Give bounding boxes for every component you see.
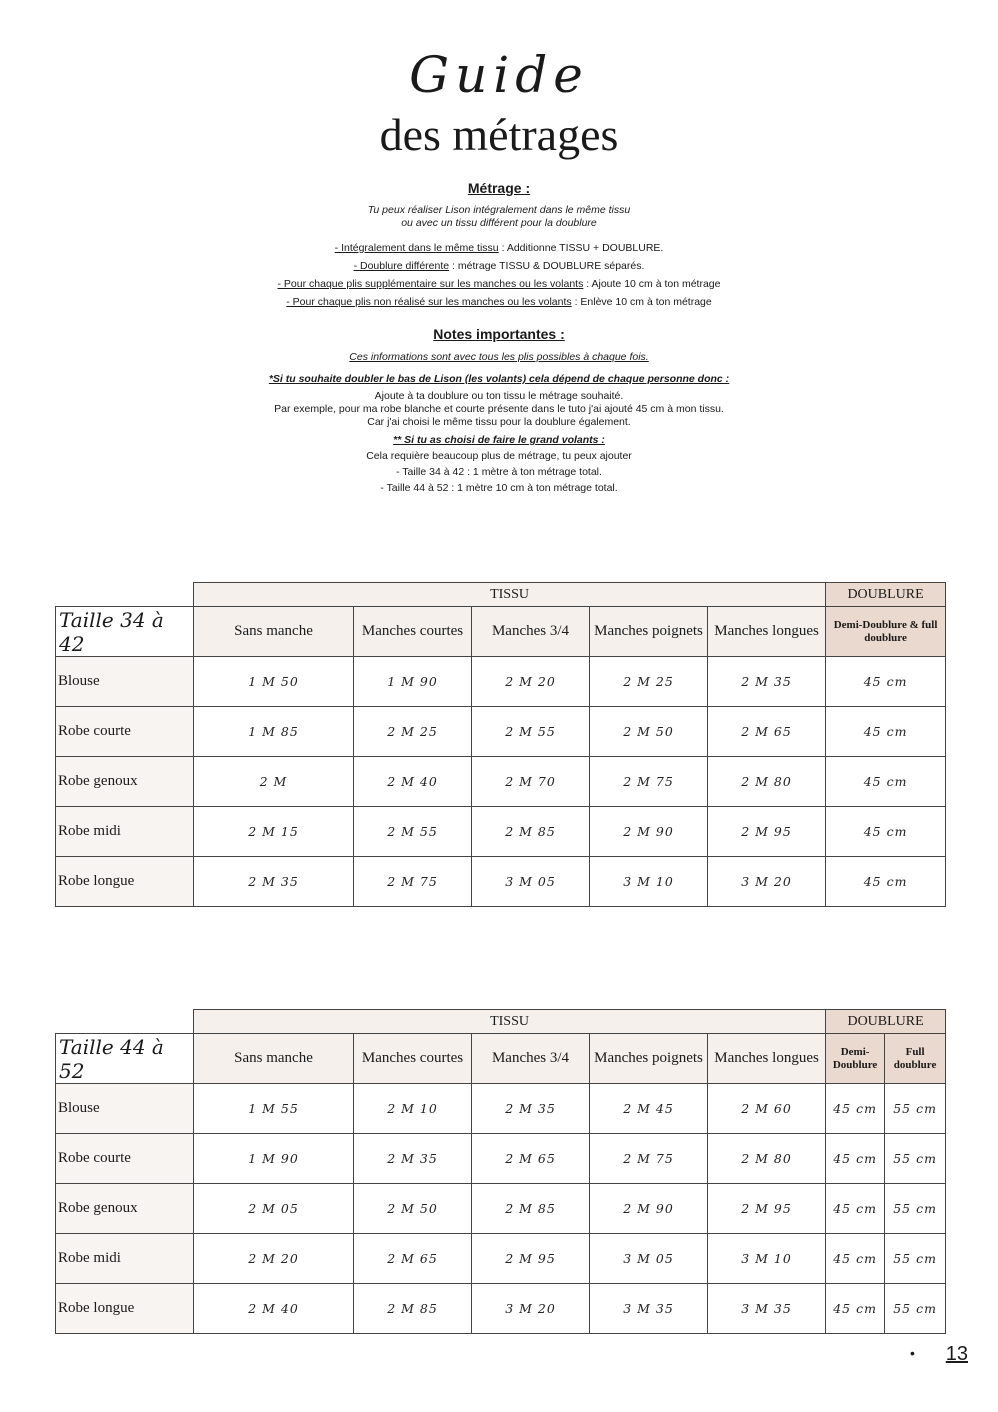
rule-4 — [0, 293, 998, 311]
title-script: Guide — [409, 46, 589, 104]
cell-value: 2 M 15 — [194, 807, 354, 857]
cell-value: 2 M 55 — [472, 707, 590, 757]
cell-value: 1 M 90 — [354, 657, 472, 707]
cell-demi: 45 cm — [826, 1134, 885, 1184]
metrage-heading: Métrage : — [467, 180, 531, 196]
cell-value: 2 M 25 — [590, 657, 708, 707]
corner-blank — [56, 1010, 194, 1034]
page-bullet: • — [910, 1345, 915, 1361]
cell-demi: 45 cm — [826, 1184, 885, 1234]
col-full-doublure: Full doublure — [885, 1034, 946, 1084]
table-row — [56, 1134, 946, 1184]
row-label: Robe midi — [56, 1234, 194, 1284]
cell-value: 2 M 75 — [354, 857, 472, 907]
table-row — [56, 1234, 946, 1284]
cell-value: 2 M 75 — [590, 757, 708, 807]
note2-title: ** Si tu as choisi de faire le grand volants : — [393, 434, 605, 446]
cell-value: 1 M 90 — [194, 1134, 354, 1184]
note1-line2: Par exemple, pour ma robe blanche et courte présente dans le tuto j'ai ajouté 45 cm à mon tissu. — [274, 403, 724, 415]
note2-line2: - Taille 34 à 42 : 1 mètre à ton métrage total. — [396, 466, 602, 478]
rule-3-label: - Pour chaque plis supplémentaire sur les manches ou les volants — [277, 278, 584, 290]
corner-blank — [56, 583, 194, 607]
table-row — [56, 857, 946, 907]
cell-value: 2 M 70 — [472, 757, 590, 807]
cell-value: 2 M 95 — [472, 1234, 590, 1284]
metrage-intro-line1: Tu peux réaliser Lison intégralement dans le même tissu — [367, 204, 631, 216]
col-sans-manche: Sans manche — [194, 607, 354, 657]
note2-line3: - Taille 44 à 52 : 1 mètre 10 cm à ton métrage total. — [380, 482, 618, 494]
col-sans-manche: Sans manche — [194, 1034, 354, 1084]
cell-value: 2 M 40 — [354, 757, 472, 807]
rule-1-label: - Intégralement dans le même tissu — [334, 242, 499, 254]
col-manches-3-4: Manches 3/4 — [472, 607, 590, 657]
tissu-header: TISSU — [194, 1010, 826, 1034]
col-manches-courtes: Manches courtes — [354, 1034, 472, 1084]
cell-value: 2 M 50 — [590, 707, 708, 757]
cell-value: 3 M 05 — [472, 857, 590, 907]
row-label: Robe genoux — [56, 1184, 194, 1234]
row-label: Robe courte — [56, 1134, 194, 1184]
tissu-header: TISSU — [194, 583, 826, 607]
cell-value: 2 M 35 — [472, 1084, 590, 1134]
doublure-header: DOUBLURE — [826, 583, 946, 607]
cell-value: 2 M 85 — [472, 807, 590, 857]
size-title: Taille 44 à 52 — [56, 1034, 194, 1084]
table-row — [56, 807, 946, 857]
cell-doublure: 45 cm — [826, 807, 946, 857]
cell-value: 2 M 80 — [708, 757, 826, 807]
col-manches-poignets: Manches poignets — [590, 1034, 708, 1084]
cell-value: 3 M 10 — [708, 1234, 826, 1284]
note1-body — [0, 390, 998, 429]
cell-value: 1 M 55 — [194, 1084, 354, 1134]
metrage-intro — [0, 204, 998, 230]
metrage-rules — [0, 239, 998, 311]
notes-section — [0, 326, 998, 342]
row-label: Robe courte — [56, 707, 194, 757]
row-label: Blouse — [56, 1084, 194, 1134]
row-label: Robe longue — [56, 857, 194, 907]
cell-doublure: 45 cm — [826, 657, 946, 707]
cell-full: 55 cm — [885, 1134, 946, 1184]
cell-doublure: 45 cm — [826, 857, 946, 907]
cell-value: 3 M 35 — [590, 1284, 708, 1334]
cell-value: 2 M 25 — [354, 707, 472, 757]
cell-demi: 45 cm — [826, 1084, 885, 1134]
metrage-intro-line2: ou avec un tissu différent pour la doublure — [401, 217, 597, 229]
cell-value: 2 M 35 — [194, 857, 354, 907]
cell-value: 2 M 20 — [472, 657, 590, 707]
rule-2 — [0, 257, 998, 275]
note2-body — [0, 448, 998, 496]
table-row — [56, 757, 946, 807]
cell-full: 55 cm — [885, 1084, 946, 1134]
notes-intro: Ces informations sont avec tous les plis possibles à chaque fois. — [349, 351, 649, 363]
size-table-44-52 — [55, 1009, 946, 1334]
cell-value: 2 M 05 — [194, 1184, 354, 1234]
row-label: Robe midi — [56, 807, 194, 857]
cell-value: 2 M 60 — [708, 1084, 826, 1134]
cell-demi: 45 cm — [826, 1234, 885, 1284]
cell-value: 2 M 35 — [708, 657, 826, 707]
rule-3 — [0, 275, 998, 293]
cell-value: 2 M — [194, 757, 354, 807]
doublure-header: DOUBLURE — [826, 1010, 946, 1034]
note2-line1: Cela requière beaucoup plus de métrage, tu peux ajouter — [366, 450, 632, 462]
col-manches-courtes: Manches courtes — [354, 607, 472, 657]
table-row — [56, 707, 946, 757]
rule-3-text: : Ajoute 10 cm à ton métrage — [583, 278, 721, 290]
cell-value: 2 M 65 — [354, 1234, 472, 1284]
table-row — [56, 657, 946, 707]
row-label: Blouse — [56, 657, 194, 707]
cell-value: 3 M 05 — [590, 1234, 708, 1284]
cell-full: 55 cm — [885, 1284, 946, 1334]
cell-value: 2 M 75 — [590, 1134, 708, 1184]
col-manches-longues: Manches longues — [708, 607, 826, 657]
col-manches-longues: Manches longues — [708, 1034, 826, 1084]
row-label: Robe longue — [56, 1284, 194, 1334]
col-demi-doublure: Demi-Doublure — [826, 1034, 885, 1084]
row-label: Robe genoux — [56, 757, 194, 807]
cell-value: 3 M 20 — [472, 1284, 590, 1334]
col-manches-poignets: Manches poignets — [590, 607, 708, 657]
table-row — [56, 1284, 946, 1334]
rule-4-label: - Pour chaque plis non réalisé sur les manches ou les volants — [286, 296, 572, 308]
size-title: Taille 34 à 42 — [56, 607, 194, 657]
page-title: des métrages — [379, 109, 619, 160]
table-row — [56, 1084, 946, 1134]
cell-value: 1 M 50 — [194, 657, 354, 707]
table-row — [56, 1184, 946, 1234]
cell-value: 2 M 90 — [590, 1184, 708, 1234]
cell-full: 55 cm — [885, 1234, 946, 1284]
cell-value: 2 M 65 — [708, 707, 826, 757]
cell-value: 2 M 45 — [590, 1084, 708, 1134]
page-number: 13 — [945, 1343, 968, 1365]
col-manches-3-4: Manches 3/4 — [472, 1034, 590, 1084]
cell-value: 2 M 80 — [708, 1134, 826, 1184]
cell-value: 2 M 35 — [354, 1134, 472, 1184]
cell-value: 2 M 10 — [354, 1084, 472, 1134]
cell-value: 1 M 85 — [194, 707, 354, 757]
cell-doublure: 45 cm — [826, 707, 946, 757]
note1-title: *Si tu souhaite doubler le bas de Lison (les volants) cela dépend de chaque personne donc : — [268, 373, 730, 385]
rule-2-label: - Doublure différente — [353, 260, 450, 272]
rule-2-text: : métrage TISSU & DOUBLURE séparés. — [449, 260, 645, 272]
cell-value: 2 M 85 — [354, 1284, 472, 1334]
metrage-section — [0, 180, 998, 196]
rule-1-text: : Additionne TISSU + DOUBLURE. — [498, 242, 664, 254]
rule-1 — [0, 239, 998, 257]
cell-value: 2 M 50 — [354, 1184, 472, 1234]
note1-line3: Car j'ai choisi le même tissu pour la doublure également. — [367, 416, 631, 428]
note1-line1: Ajoute à ta doublure ou ton tissu le métrage souhaité. — [374, 390, 624, 402]
cell-value: 2 M 90 — [590, 807, 708, 857]
cell-demi: 45 cm — [826, 1284, 885, 1334]
cell-value: 2 M 55 — [354, 807, 472, 857]
cell-value: 2 M 95 — [708, 807, 826, 857]
cell-value: 3 M 20 — [708, 857, 826, 907]
cell-value: 3 M 35 — [708, 1284, 826, 1334]
size-table-34-42 — [55, 582, 946, 907]
cell-value: 3 M 10 — [590, 857, 708, 907]
cell-value: 2 M 65 — [472, 1134, 590, 1184]
col-doublure: Demi-Doublure & full doublure — [826, 607, 946, 657]
cell-value: 2 M 85 — [472, 1184, 590, 1234]
rule-4-text: : Enlève 10 cm à ton métrage — [571, 296, 712, 308]
cell-value: 2 M 20 — [194, 1234, 354, 1284]
cell-value: 2 M 95 — [708, 1184, 826, 1234]
cell-value: 2 M 40 — [194, 1284, 354, 1334]
cell-full: 55 cm — [885, 1184, 946, 1234]
notes-heading: Notes importantes : — [433, 326, 565, 342]
cell-doublure: 45 cm — [826, 757, 946, 807]
